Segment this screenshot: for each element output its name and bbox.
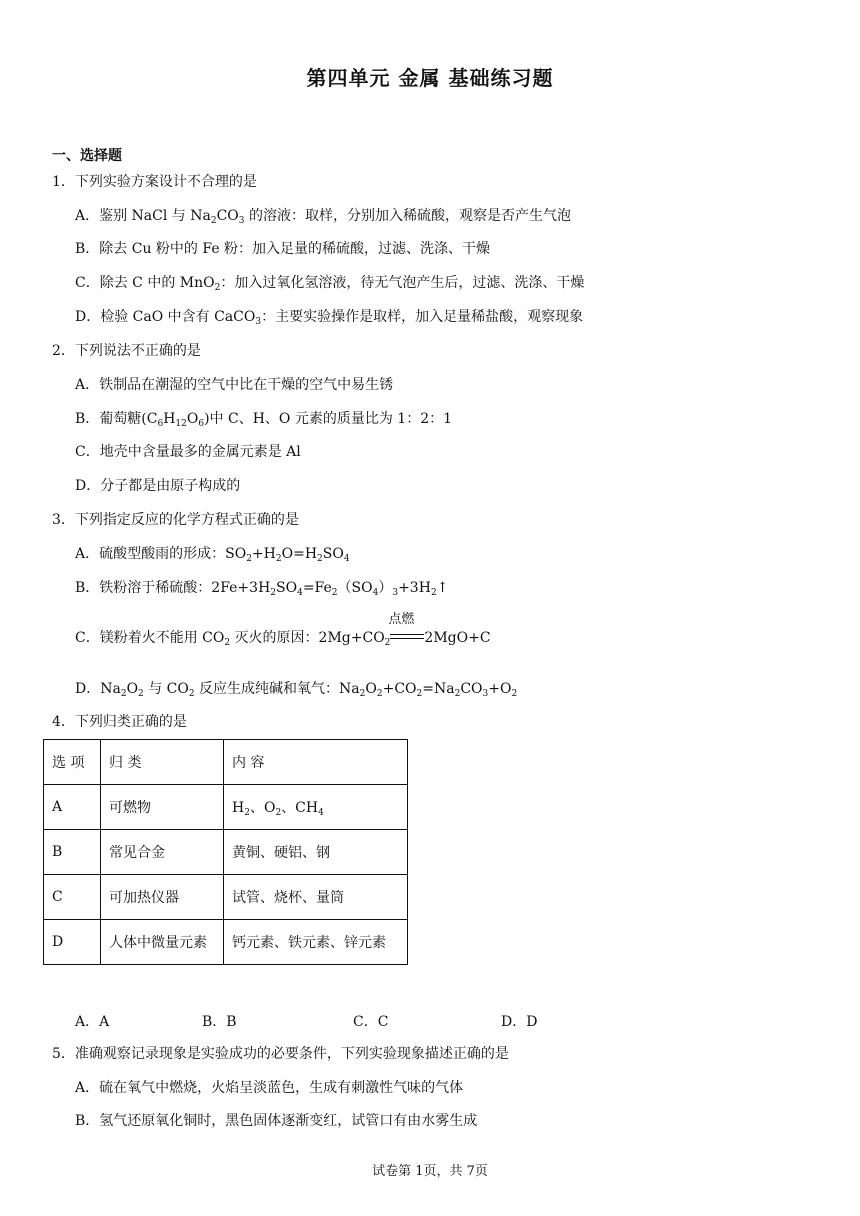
question-3-option-d: D．$Na_2O_2$ 与 $CO_2$ 反应生成纯碱和氧气：$Na_2O_2+CO_2=Na_2CO_3+O_2$ — [75, 681, 518, 699]
question-2-option-d: D．分子都是由原子构成的 — [75, 478, 241, 494]
question-1-stem: 1．下列实验方案设计不合理的是 — [52, 174, 257, 190]
table-row — [44, 830, 408, 875]
question-4-answers — [75, 1011, 675, 1031]
question-1-option-d: D．检验 CaO 中含有 CaCO$_3$：主要实验操作是取样，加入足量稀盐酸，观察现象 — [75, 309, 584, 327]
page-title: 第四单元 金属 基础练习题 — [306, 66, 554, 90]
section-heading: 一、选择题 — [52, 148, 122, 164]
question-3-stem: 3．下列指定反应的化学方程式正确的是 — [52, 512, 299, 528]
table-cell: C — [44, 875, 101, 920]
question-5-option-b: B．氢气还原氧化铜时，黑色固体逐渐变红，试管口有由水雾生成 — [75, 1113, 478, 1129]
question-5-option-a: A．硫在氧气中燃烧，火焰呈淡蓝色，生成有刺激性气味的气体 — [75, 1080, 464, 1096]
table-row — [44, 875, 408, 920]
question-4-stem: 4．下列归类正确的是 — [52, 714, 187, 730]
table-header-cell: 内 容 — [224, 740, 408, 785]
table-cell: $H_2$、$O_2$、$CH_4$ — [224, 785, 408, 830]
table-cell: 可燃物 — [101, 785, 224, 830]
table-cell: 钙元素、铁元素、锌元素 — [224, 920, 408, 965]
answer-option-c: C．C — [353, 1014, 389, 1030]
question-3-option-b: B．铁粉溶于稀硫酸：$2Fe+3H_2SO_4=Fe_2(SO_4)_3+3H_2↑$ — [75, 580, 449, 598]
table-cell: A — [44, 785, 101, 830]
answer-option-d: D．D — [501, 1014, 538, 1030]
answer-option-b: B．B — [202, 1014, 237, 1030]
table-cell: 可加热仪器 — [101, 875, 224, 920]
table-cell: 试管、烧杯、量筒 — [224, 875, 408, 920]
table-cell: 黄铜、硬铝、钢 — [224, 830, 408, 875]
reaction-condition: 点燃 — [388, 612, 415, 627]
question-1-option-a: A．鉴别 NaCl 与 $Na_2CO_3$ 的溶液：取样，分别加入稀硫酸，观察是否产生气泡 — [75, 208, 571, 226]
table-header-row — [44, 740, 408, 785]
question-2-stem: 2．下列说法不正确的是 — [52, 343, 201, 359]
table-row — [44, 785, 408, 830]
table-header-cell: 选 项 — [44, 740, 101, 785]
table-cell: 人体中微量元素 — [101, 920, 224, 965]
question-2-option-a: A．铁制品在潮湿的空气中比在干燥的空气中易生锈 — [75, 377, 394, 393]
question-2-option-c: C．地壳中含量最多的金属元素是 Al — [75, 444, 301, 460]
table-cell: 常见合金 — [101, 830, 224, 875]
question-1-option-c: C．除去 C 中的 MnO$_2$：加入过氧化氢溶液，待无气泡产生后，过滤、洗涤、干燥 — [75, 275, 585, 293]
question-3-option-c: C．镁粉着火不能用 $CO_2$ 灭火的原因：$2Mg+CO_2$ 点燃 2MgO+C — [75, 612, 491, 648]
reaction-condition-sign — [388, 612, 424, 644]
question-1-option-b: B．除去 Cu 粉中的 Fe 粉：加入足量的稀硫酸，过滤、洗涤、干燥 — [75, 241, 491, 257]
classification-table — [43, 739, 408, 965]
answer-option-a: A．A — [75, 1014, 110, 1030]
table-cell: D — [44, 920, 101, 965]
table-row — [44, 920, 408, 965]
question-5-stem: 5．准确观察记录现象是实验成功的必要条件，下列实验现象描述正确的是 — [52, 1046, 509, 1062]
table-cell: B — [44, 830, 101, 875]
question-3-option-a: A．硫酸型酸雨的形成：$SO_2+H_2O=H_2SO_4$ — [75, 546, 350, 564]
question-2-option-b: B．葡萄糖$(C_6H_{12}O_6)$中 C、H、O 元素的质量比为 1：2：1 — [75, 411, 453, 429]
table-header-cell: 归 类 — [101, 740, 224, 785]
page-footer: 试卷第 1页，共 7页 — [372, 1164, 488, 1179]
